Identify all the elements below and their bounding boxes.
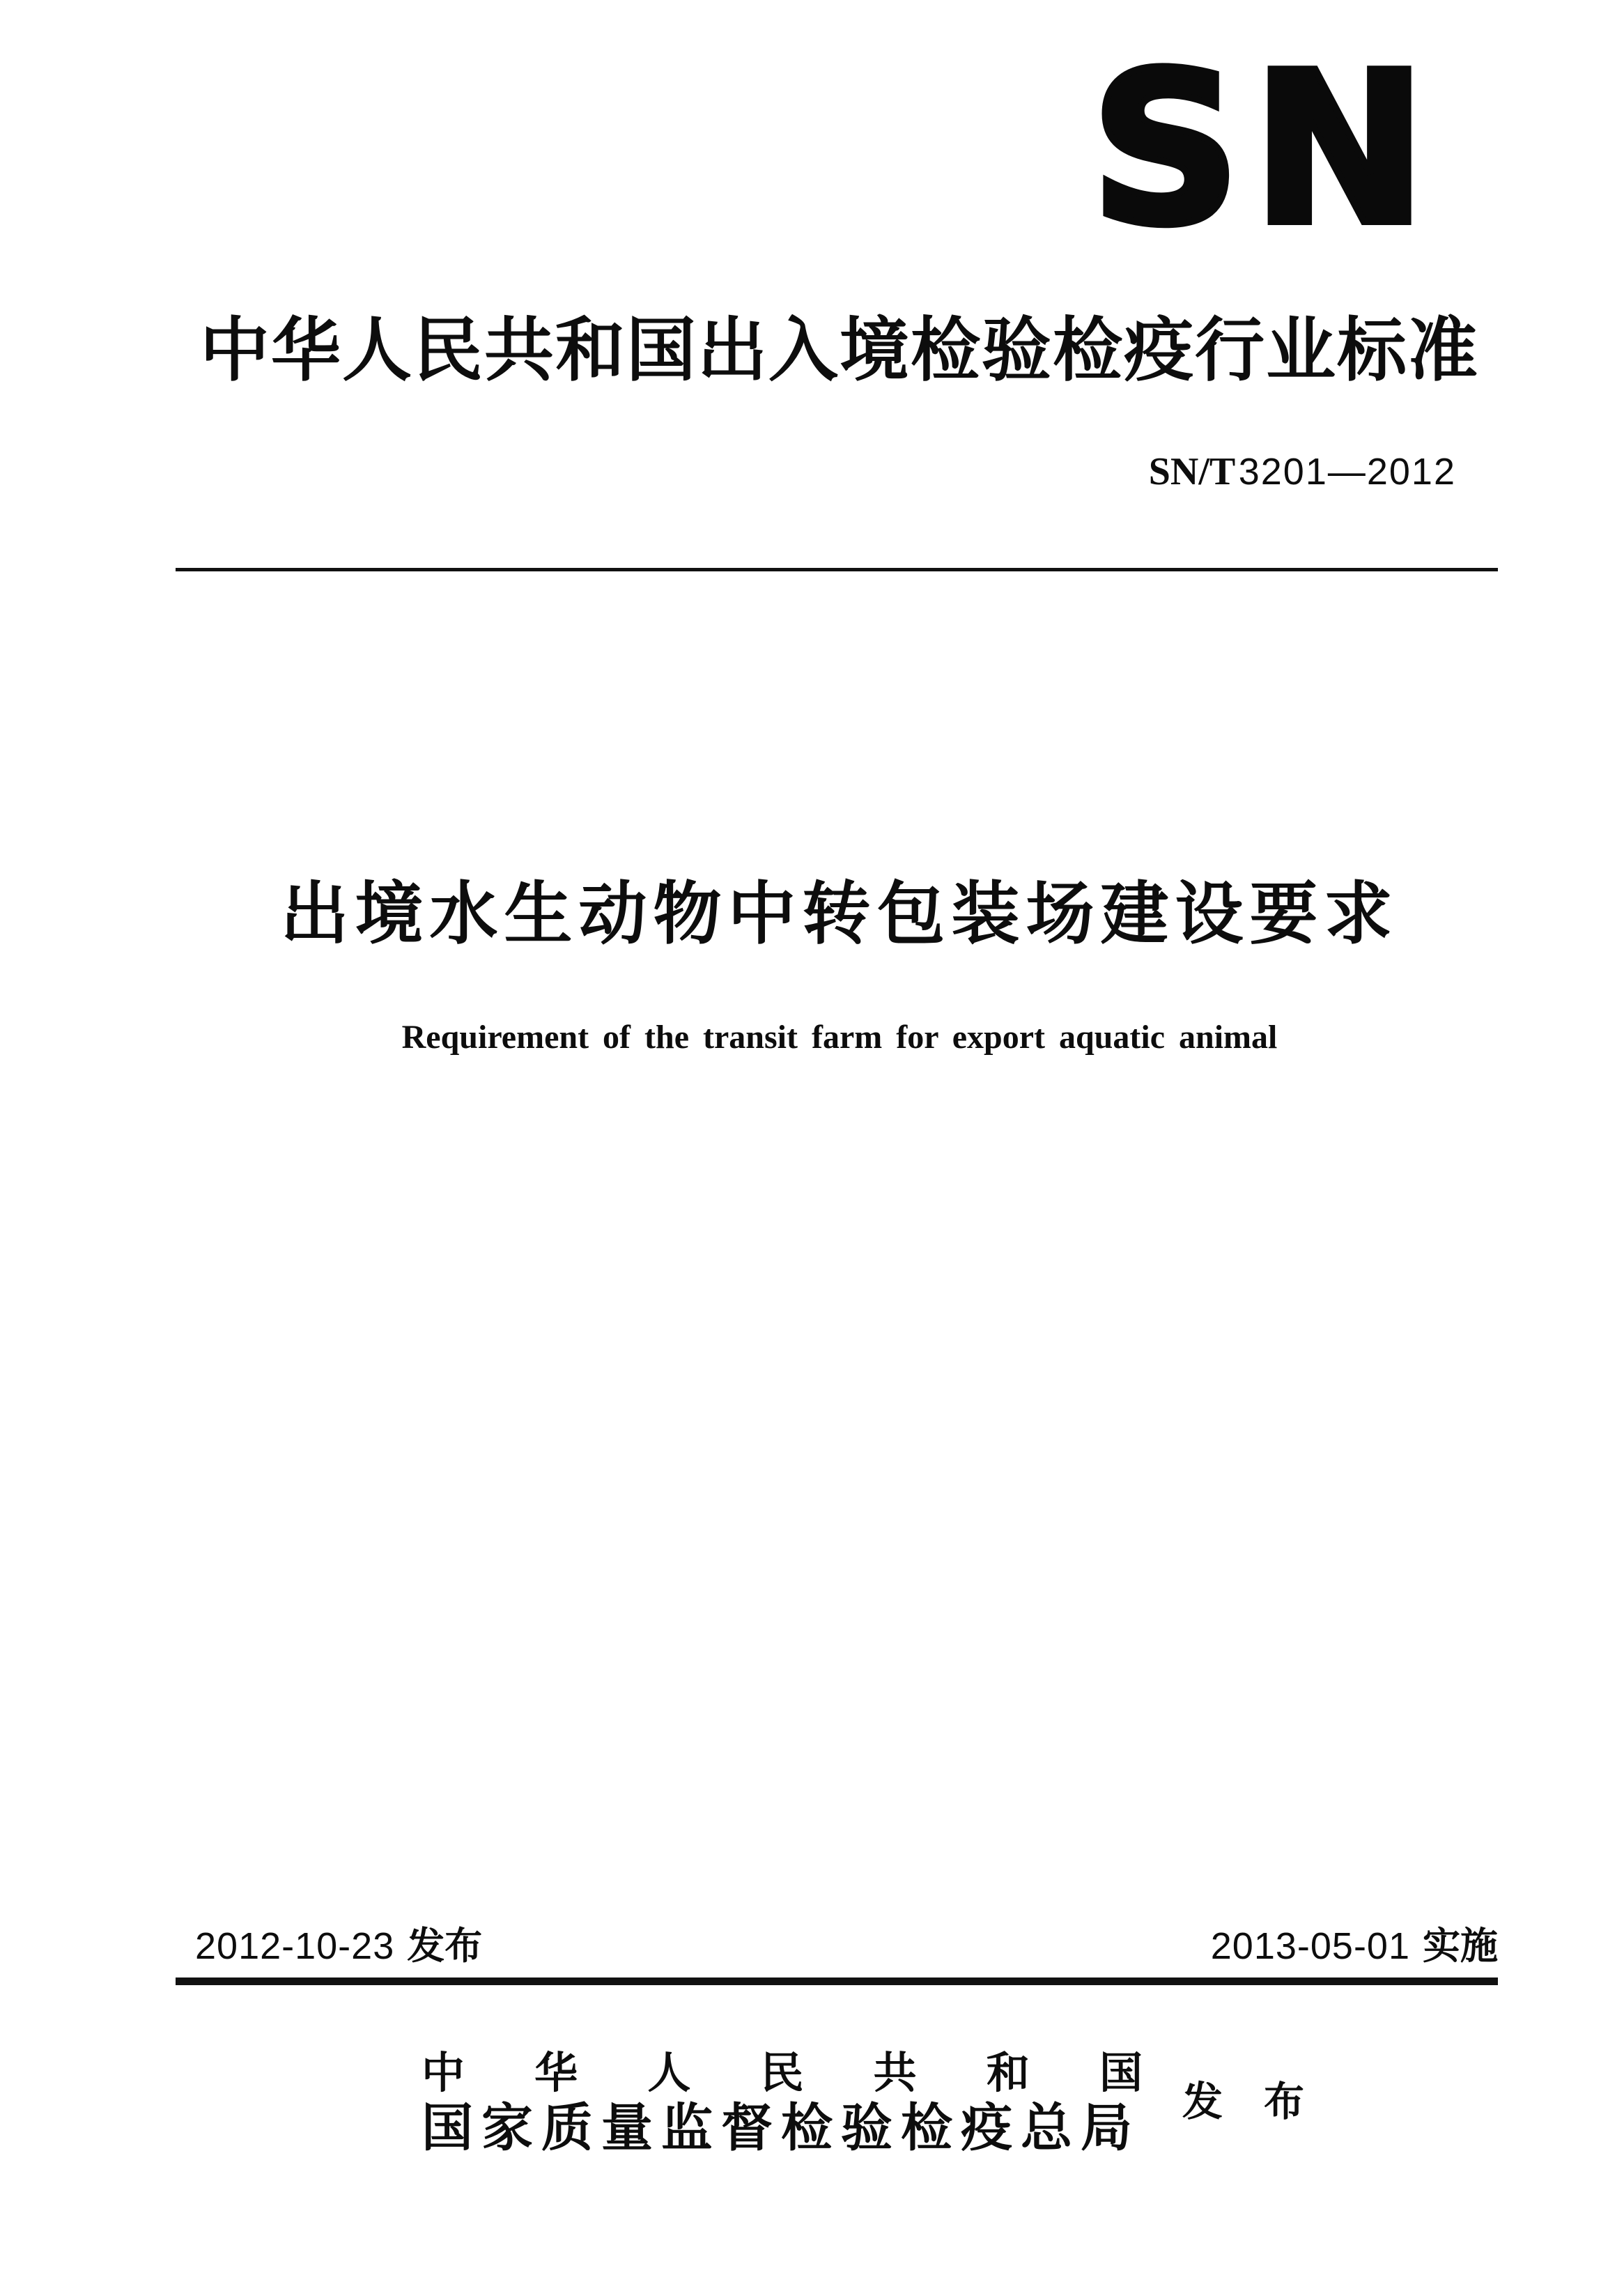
publish-action-label: 发布 [1182, 2079, 1304, 2125]
footer-rule [176, 1978, 1498, 1985]
title-chinese: 出境水生动物中转包装场建设要求 [280, 875, 1399, 952]
implementation-date-label: 实施 [1423, 1925, 1498, 1967]
standard-code-number: 3201—2012 [1238, 451, 1456, 493]
date-row [195, 1926, 1498, 1967]
issue-date-value: 2012-10-23 [195, 1925, 395, 1967]
issue-date-label: 发布 [407, 1925, 483, 1967]
publisher-country: 中华人民共和国 [422, 2050, 1143, 2097]
issue-date [195, 1926, 482, 1967]
standard-code [1149, 449, 1456, 494]
publisher-agency: 国家质量监督检验检疫总局 [422, 2100, 1140, 2158]
header-rule [176, 568, 1498, 571]
org-heading: 中华人民共和国出入境检验检疫行业标准 [200, 311, 1479, 390]
implementation-date [1211, 1926, 1498, 1967]
implementation-date-value: 2013-05-01 [1210, 1925, 1410, 1967]
sn-logo: SN [1090, 28, 1439, 271]
title-english: Requirement of the transit farm for export aquatic animal [401, 1019, 1278, 1056]
standard-code-prefix: SN/T [1148, 450, 1236, 493]
publisher-block [422, 2051, 1143, 2157]
